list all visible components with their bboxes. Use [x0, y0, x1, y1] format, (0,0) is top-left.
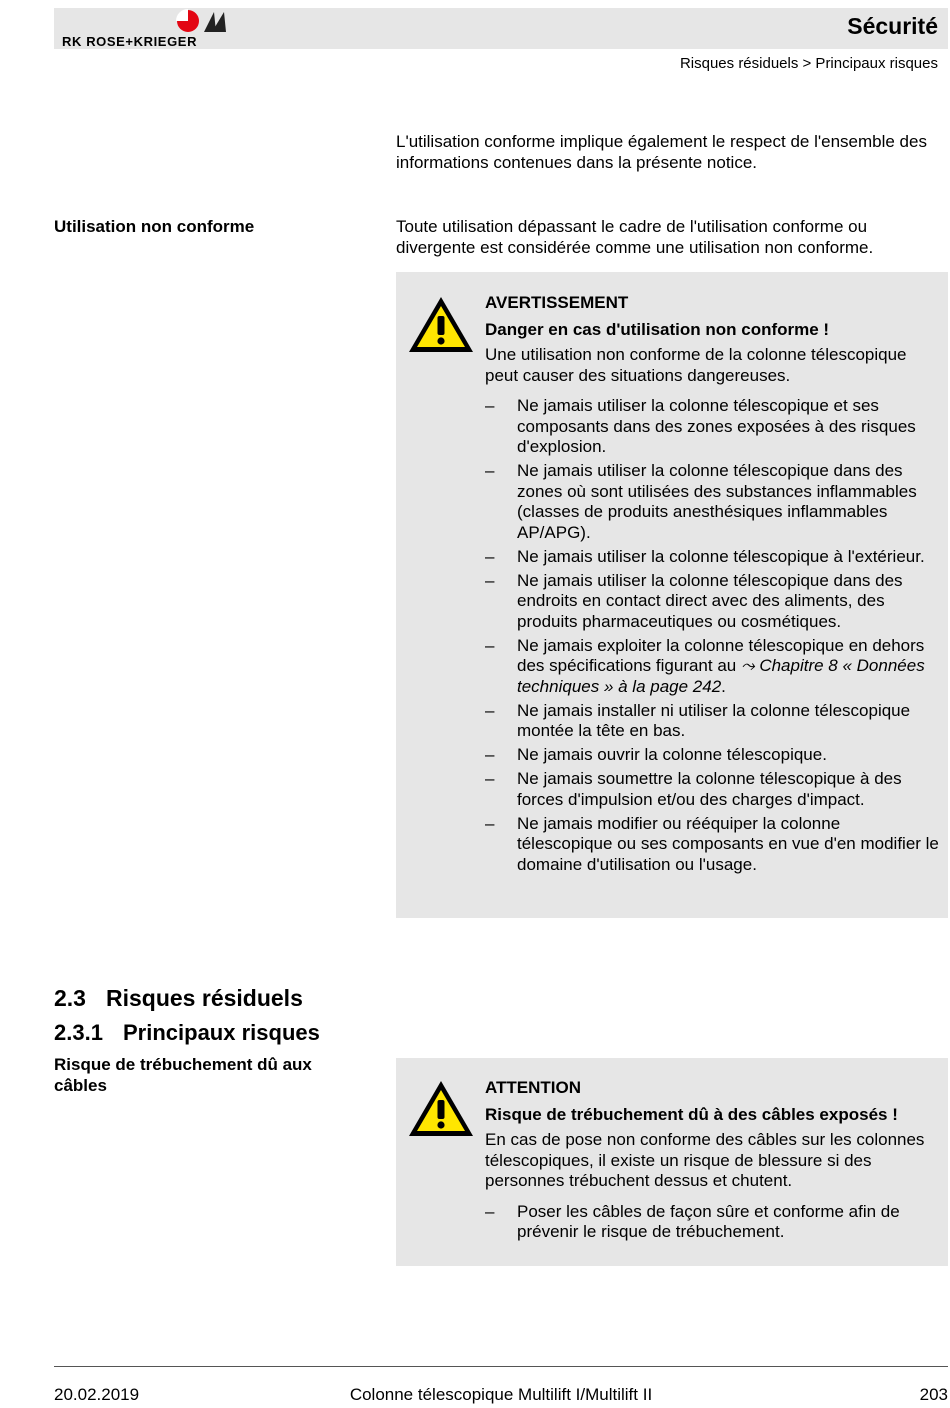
- list-dash: –: [485, 570, 495, 590]
- caution-kind: ATTENTION: [485, 1078, 582, 1097]
- list-item: [485, 769, 940, 810]
- list-dash: –: [485, 461, 495, 480]
- caution-box: [396, 1058, 948, 1266]
- list-item-text: Ne jamais installer ni utiliser la colonne télescopique montée la tête en bas.: [517, 700, 911, 740]
- section-heading-2-3-1: [54, 1020, 320, 1046]
- list-item: [485, 701, 940, 742]
- warning-kind: AVERTISSEMENT: [485, 293, 629, 312]
- caution-content: [485, 1078, 940, 1246]
- rose-krieger-logo-icon: [176, 8, 230, 36]
- caution-title: Risque de trébuchement dû à des câbles exposés !: [485, 1104, 898, 1124]
- list-item: [485, 571, 940, 633]
- warning-triangle-icon: [406, 294, 476, 356]
- subsection-number: 2.3.1: [54, 1020, 103, 1045]
- list-item-text: Ne jamais exploiter la colonne télescopique en dehors des spécifications figurant au: [517, 635, 925, 675]
- trip-hazard-heading: Risque de trébuchement dû aux câbles: [54, 1055, 312, 1095]
- section-number: 2.3: [54, 985, 86, 1011]
- warning-box: [396, 272, 948, 918]
- page-number: 203: [919, 1385, 948, 1404]
- list-dash: –: [485, 396, 495, 415]
- section-title: Risques résiduels: [106, 985, 303, 1011]
- intro-paragraph: L'utilisation conforme implique également le respect de l'ensemble des informations contenues dans la présente notice.: [396, 132, 927, 172]
- warning-title: Danger en cas d'utilisation non conforme !: [485, 319, 830, 339]
- misuse-paragraph: Toute utilisation dépassant le cadre de l'utilisation conforme ou divergente est considérée comme une utilisation non conforme.: [396, 217, 874, 257]
- list-dash: –: [485, 700, 495, 720]
- list-item-text: Ne jamais soumettre la colonne télescopique à des forces d'impulsion et/ou des charges d'impact.: [517, 769, 902, 809]
- list-item: [485, 396, 940, 458]
- brand-name: RK ROSE+KRIEGER: [62, 34, 198, 49]
- list-dash: –: [485, 745, 495, 764]
- misuse-heading: Utilisation non conforme: [54, 217, 255, 236]
- list-item: [485, 745, 940, 766]
- list-item-text: Ne jamais ouvrir la colonne télescopique.: [517, 745, 827, 764]
- list-item: [485, 1202, 940, 1243]
- warning-list: [485, 396, 940, 875]
- footer-rule: [54, 1366, 948, 1367]
- warning-content: [485, 293, 940, 879]
- list-item-text: Ne jamais utiliser la colonne télescopique et ses composants dans des zones exposées à des risques d'explosion.: [517, 396, 916, 456]
- list-item-text: Poser les câbles de façon sûre et conforme afin de prévenir le risque de trébuchement.: [517, 1201, 900, 1241]
- list-dash: –: [485, 1201, 495, 1221]
- breadcrumb: Risques résiduels > Principaux risques: [679, 55, 938, 72]
- list-item-text: Ne jamais modifier ou rééquiper la colonne télescopique ou ses composants en vue d'en modifier le domaine d'utilisation ou l'usage.: [517, 813, 939, 874]
- list-item-text: Ne jamais utiliser la colonne télescopique à l'extérieur.: [517, 546, 925, 566]
- caution-list: [485, 1202, 940, 1243]
- list-dash: –: [485, 635, 495, 655]
- list-item: [485, 636, 940, 698]
- chapter-title: Sécurité: [847, 13, 938, 39]
- subsection-title: Principaux risques: [123, 1020, 320, 1045]
- list-dash: –: [485, 546, 495, 566]
- list-dash: –: [485, 769, 495, 788]
- list-item-text: Ne jamais utiliser la colonne télescopique dans des zones où sont utilisées des substances inflammables (classes de produits anesthésiques inflammables AP/APG).: [517, 461, 917, 542]
- reference-arrow-icon: ⤳: [740, 656, 755, 675]
- list-item: [485, 461, 940, 543]
- footer-document-title: Colonne télescopique Multilift I/Multilift II: [349, 1385, 653, 1404]
- list-item: [485, 547, 940, 568]
- list-dash: –: [485, 813, 495, 833]
- footer-date: 20.02.2019: [54, 1385, 140, 1404]
- warning-text: Une utilisation non conforme de la colonne télescopique peut causer des situations dangereuses.: [485, 345, 907, 385]
- caution-text: En cas de pose non conforme des câbles sur les colonnes télescopiques, il existe un risque de blessure si des personnes trébuchent dessus et chutent.: [485, 1130, 925, 1190]
- reference-text: Chapitre 8 « Données techniques » à la page 242: [517, 656, 925, 696]
- warning-triangle-icon: [406, 1078, 476, 1140]
- list-item-text: Ne jamais utiliser la colonne télescopique dans des endroits en contact direct avec des aliments, des produits pharmaceutiques ou cosmétiques.: [517, 570, 903, 631]
- list-item: [485, 814, 940, 876]
- section-heading-2-3: [54, 985, 303, 1012]
- list-item-suffix: .: [721, 676, 726, 696]
